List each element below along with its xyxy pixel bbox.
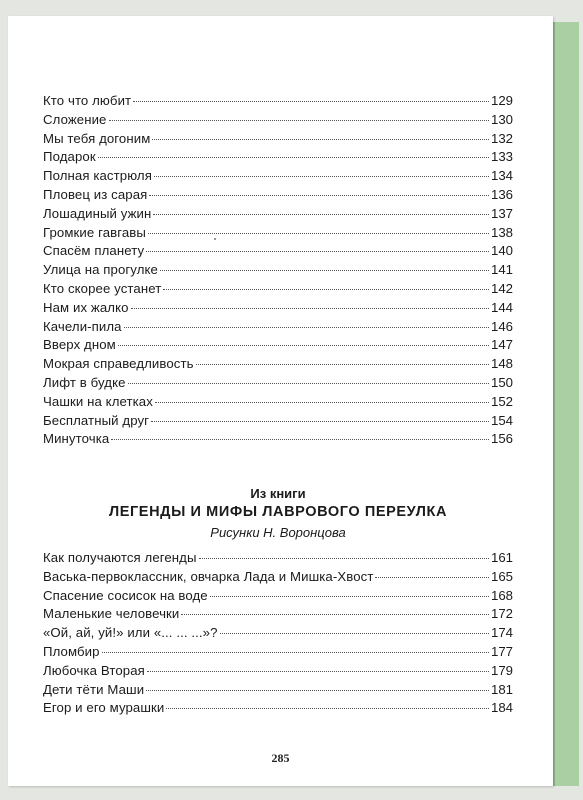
book-cover-edge bbox=[553, 22, 579, 786]
toc-entry-title: Сложение bbox=[43, 111, 107, 127]
dot-leader bbox=[152, 138, 489, 140]
toc-entry bbox=[43, 130, 513, 149]
toc-entry-page: 133 bbox=[490, 149, 513, 165]
toc-entry-title: Васька-первоклассник, овчарка Лада и Мишка-Хвост bbox=[43, 568, 374, 584]
toc-entry-title: Вверх дном bbox=[43, 337, 116, 353]
toc-entry bbox=[43, 148, 513, 167]
toc-entry-page: 142 bbox=[490, 280, 513, 296]
toc-entry-page: 130 bbox=[490, 111, 513, 127]
illustrator-credit: Рисунки Н. Воронцова bbox=[210, 525, 346, 540]
toc-entry-title: «Ой, ай, уй!» или «... ... ...»? bbox=[43, 625, 218, 641]
dot-leader bbox=[153, 213, 489, 215]
dot-leader bbox=[102, 651, 489, 653]
table-of-contents-part-1 bbox=[43, 92, 513, 449]
toc-entry-page: 184 bbox=[490, 700, 513, 716]
toc-entry-title: Улица на прогулке bbox=[43, 262, 158, 278]
toc-entry-title: Мы тебя догоним bbox=[43, 130, 151, 146]
toc-entry-page: 134 bbox=[490, 168, 513, 184]
toc-entry bbox=[43, 549, 513, 568]
section-intro: Из книги bbox=[250, 486, 306, 501]
toc-entry-page: 147 bbox=[490, 337, 513, 353]
toc-entry bbox=[43, 224, 513, 243]
toc-entry-page: 129 bbox=[490, 93, 513, 108]
toc-entry bbox=[43, 242, 513, 261]
dot-leader bbox=[181, 613, 489, 615]
dot-leader bbox=[128, 382, 489, 384]
toc-entry-title: Качели-пила bbox=[43, 318, 122, 334]
toc-entry bbox=[43, 336, 513, 355]
toc-entry bbox=[43, 568, 513, 587]
dot-leader bbox=[146, 250, 489, 252]
toc-entry-page: 141 bbox=[490, 262, 513, 278]
toc-entry-page: 161 bbox=[490, 550, 513, 565]
dot-leader bbox=[149, 194, 489, 196]
toc-entry-page: 152 bbox=[490, 393, 513, 409]
toc-entry-page: 150 bbox=[490, 374, 513, 390]
toc-entry-page: 146 bbox=[490, 318, 513, 334]
dot-leader bbox=[163, 288, 489, 290]
dot-leader bbox=[155, 401, 489, 403]
dot-leader bbox=[375, 576, 489, 578]
dot-leader bbox=[196, 363, 489, 365]
dot-leader bbox=[109, 119, 489, 121]
toc-entry bbox=[43, 261, 513, 280]
page-number: 285 bbox=[271, 751, 290, 765]
toc-entry-title: Нам их жалко bbox=[43, 299, 129, 315]
toc-entry-title: Мокрая справедливость bbox=[43, 356, 194, 372]
toc-entry-page: 179 bbox=[490, 662, 513, 678]
toc-entry bbox=[43, 643, 513, 662]
book-title: ЛЕГЕНДЫ И МИФЫ ЛАВРОВОГО ПЕРЕУЛКА bbox=[108, 504, 448, 520]
toc-entry bbox=[43, 412, 513, 431]
toc-entry-page: 172 bbox=[490, 606, 513, 622]
toc-entry bbox=[43, 699, 513, 718]
toc-entry bbox=[43, 205, 513, 224]
book-page bbox=[8, 16, 553, 786]
dot-leader bbox=[111, 438, 489, 440]
dot-leader bbox=[154, 175, 489, 177]
dot-leader bbox=[118, 344, 489, 346]
toc-entry bbox=[43, 430, 513, 449]
toc-entry-title: Минуточка bbox=[43, 431, 110, 447]
toc-entry-title: Спасём планету bbox=[43, 243, 145, 259]
toc-entry-title: Егор и его мурашки bbox=[43, 700, 165, 716]
toc-entry-page: 168 bbox=[490, 587, 513, 603]
toc-entry bbox=[43, 605, 513, 624]
toc-entry-page: 138 bbox=[490, 224, 513, 240]
toc-entry bbox=[43, 318, 513, 337]
toc-entry bbox=[43, 280, 513, 299]
dot-leader bbox=[166, 707, 489, 709]
toc-entry-page: 181 bbox=[490, 681, 513, 697]
toc-entry-page: 144 bbox=[490, 299, 513, 315]
toc-entry-title: Кто что любит bbox=[43, 93, 132, 108]
toc-entry bbox=[43, 587, 513, 606]
toc-entry-title: Пловец из сарая bbox=[43, 186, 148, 202]
toc-entry-page: 132 bbox=[490, 130, 513, 146]
dot-leader bbox=[220, 632, 489, 634]
toc-entry-title: Дети тёти Маши bbox=[43, 681, 145, 697]
dot-leader bbox=[199, 557, 489, 559]
toc-entry-page: 137 bbox=[490, 205, 513, 221]
toc-entry bbox=[43, 624, 513, 643]
toc-entry-page: 140 bbox=[490, 243, 513, 259]
dot-leader bbox=[148, 232, 489, 234]
toc-entry-title: Маленькие человечки bbox=[43, 606, 180, 622]
toc-entry-title: Как получаются легенды bbox=[43, 550, 197, 565]
toc-entry bbox=[43, 167, 513, 186]
toc-entry bbox=[43, 355, 513, 374]
toc-entry-page: 136 bbox=[490, 186, 513, 202]
toc-entry-page: 156 bbox=[490, 431, 513, 447]
toc-entry-title: Бесплатный друг bbox=[43, 412, 150, 428]
toc-entry-title: Любочка Вторая bbox=[43, 662, 145, 678]
toc-entry-title: Полная кастрюля bbox=[43, 168, 152, 184]
toc-entry bbox=[43, 393, 513, 412]
dot-leader bbox=[210, 595, 489, 597]
toc-entry-page: 174 bbox=[490, 625, 513, 641]
dot-leader bbox=[146, 689, 489, 691]
dot-leader bbox=[133, 100, 489, 102]
toc-entry-title: Пломбир bbox=[43, 643, 100, 659]
toc-entry-title: Кто скорее устанет bbox=[43, 280, 162, 296]
dot-leader bbox=[160, 269, 489, 271]
toc-entry bbox=[43, 299, 513, 318]
toc-entry bbox=[43, 111, 513, 130]
toc-entry-title: Подарок bbox=[43, 149, 96, 165]
dust-speck bbox=[214, 238, 216, 240]
dot-leader bbox=[124, 326, 489, 328]
toc-entry bbox=[43, 186, 513, 205]
dot-leader bbox=[98, 156, 489, 158]
toc-entry-title: Чашки на клетках bbox=[43, 393, 153, 409]
toc-entry bbox=[43, 662, 513, 681]
toc-entry-page: 165 bbox=[490, 568, 513, 584]
dot-leader bbox=[131, 307, 489, 309]
toc-entry bbox=[43, 681, 513, 700]
dot-leader bbox=[147, 670, 489, 672]
toc-entry-title: Лошадиный ужин bbox=[43, 205, 152, 221]
toc-entry-title: Громкие гавгавы bbox=[43, 224, 146, 240]
toc-entry bbox=[43, 92, 513, 111]
toc-entry-page: 177 bbox=[490, 643, 513, 659]
toc-entry-page: 148 bbox=[490, 356, 513, 372]
toc-entry-title: Спасение сосисок на воде bbox=[43, 587, 208, 603]
toc-entry-page: 154 bbox=[490, 412, 513, 428]
dot-leader bbox=[151, 420, 489, 422]
toc-entry bbox=[43, 374, 513, 393]
toc-entry-title: Лифт в будке bbox=[43, 374, 126, 390]
table-of-contents-part-2 bbox=[43, 549, 513, 718]
